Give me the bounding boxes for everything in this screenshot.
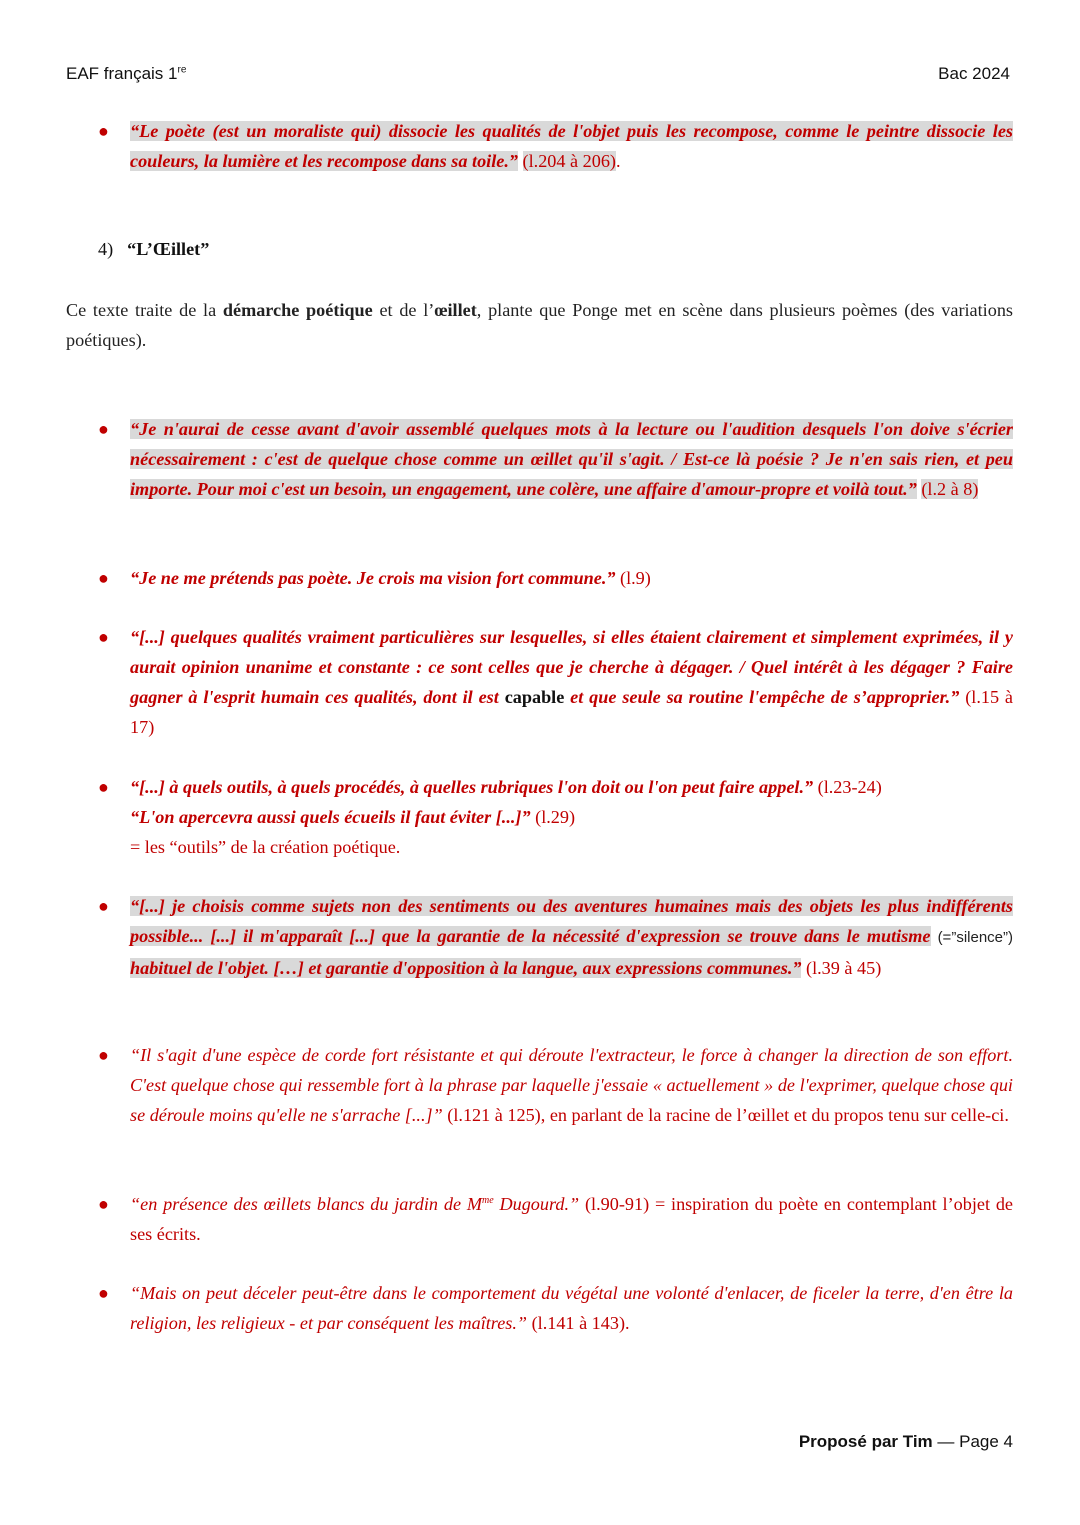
- header-course: EAF français 1re: [66, 64, 187, 83]
- header-exam: Bac 2024: [938, 64, 1010, 83]
- quote-item-9: “Mais on peut déceler peut-être dans le comportement du végétal une volonté d'enlacer, de ficeler la terre, d'en être la religion, les religieux - et par conséquent les maîtres.” (l.141 à 143).: [130, 1283, 1013, 1333]
- quote-item-1: “Le poète (est un moraliste qui) dissocie les qualités de l'objet puis les recompose, comme le peintre dissocie les couleurs, la lumière et les recompose dans sa toile.” (l.204 à 206).: [130, 121, 1013, 171]
- quote-item-7: “Il s'agit d'une espèce de corde fort résistante et qui déroute l'extracteur, le force à changer la direction de son effort. C'est quelque chose qui ressemble fort à la phrase par laquelle j'essaie « actuellement » de l'exprimer, quelque chose qui se déroule moins qu'elle ne s'arrache [...]” (l.121 à 125), en parlant de la racine de l’œillet et du propos tenu sur celle-ci.: [130, 1045, 1013, 1125]
- quote-item-3: “Je ne me prétends pas poète. Je crois ma vision fort commune.” (l.9): [130, 568, 651, 588]
- quote-item-8: “en présence des œillets blancs du jardin de $M^{me}$ Dugourd.” (l.90-91) = inspiration du poète en contemplant l’objet de ses écrits.: [130, 1194, 1014, 1244]
- page-footer: Proposé par Tim — Page 4: [798, 1432, 1013, 1451]
- quote-item-4: “[...] quelques qualités vraiment particulières sur lesquelles, si elles étaient clairement et simplement exprimées, il y aurait opinion unanime et constante : ce sont celles que je cherche à dégager. / Quel intérêt à les dégager ? Faire gagner à l'esprit humain ces qualités, dont il est capable et que seule sa routine l'empêche de s’approprier.” (l.15 à 17): [130, 627, 1013, 737]
- bullet-icon: ●: [98, 121, 109, 141]
- bullet-icon: ●: [98, 1283, 109, 1303]
- bullet-icon: ●: [98, 568, 109, 588]
- quote-item-5: “[...] à quels outils, à quels procédés, à quelles rubriques l'on doit ou l'on peut faire appel.” (l.23-24) “L'on apercevra aussi quels écueils il faut éviter [...]” (l.29) = les “outils” de la création poétique.: [130, 777, 882, 857]
- bullet-icon: ●: [98, 896, 109, 916]
- intro-paragraph: Ce texte traite de la démarche poétique et de l’œillet, plante que Ponge met en scène dans plusieurs poèmes (des variations poétiques).: [66, 300, 1013, 350]
- bullet-icon: ●: [98, 1045, 109, 1065]
- bullet-icon: ●: [98, 1194, 109, 1214]
- bullet-icon: ●: [98, 627, 109, 647]
- page-header: [66, 64, 1010, 88]
- quote-item-6: “[...] je choisis comme sujets non des sentiments ou des aventures humaines mais des objets les plus indifférents possible... [...] il m'apparaît [...] que la garantie de la nécessité d'expression se trouve dans le mutisme (=”silence”) habituel de l'objet. […] et garantie d'opposition à la langue, aux expressions communes.” (l.39 à 45): [130, 896, 1013, 978]
- section-heading: 4) “L’Œillet”: [98, 239, 210, 259]
- bullet-icon: ●: [98, 777, 109, 797]
- bullet-icon: ●: [98, 419, 109, 439]
- quote-item-2: “Je n'aurai de cesse avant d'avoir assemblé quelques mots à la lecture ou l'audition desquels l'on doive s'écrier nécessairement : c'est de quelque chose comme un œillet qu'il s'agit. / Est-ce là poésie ? Je n'en sais rien, et peu importe. Pour moi c'est un besoin, un engagement, une colère, une affaire d'amour-propre et voilà tout.” (l.2 à 8): [130, 419, 1013, 499]
